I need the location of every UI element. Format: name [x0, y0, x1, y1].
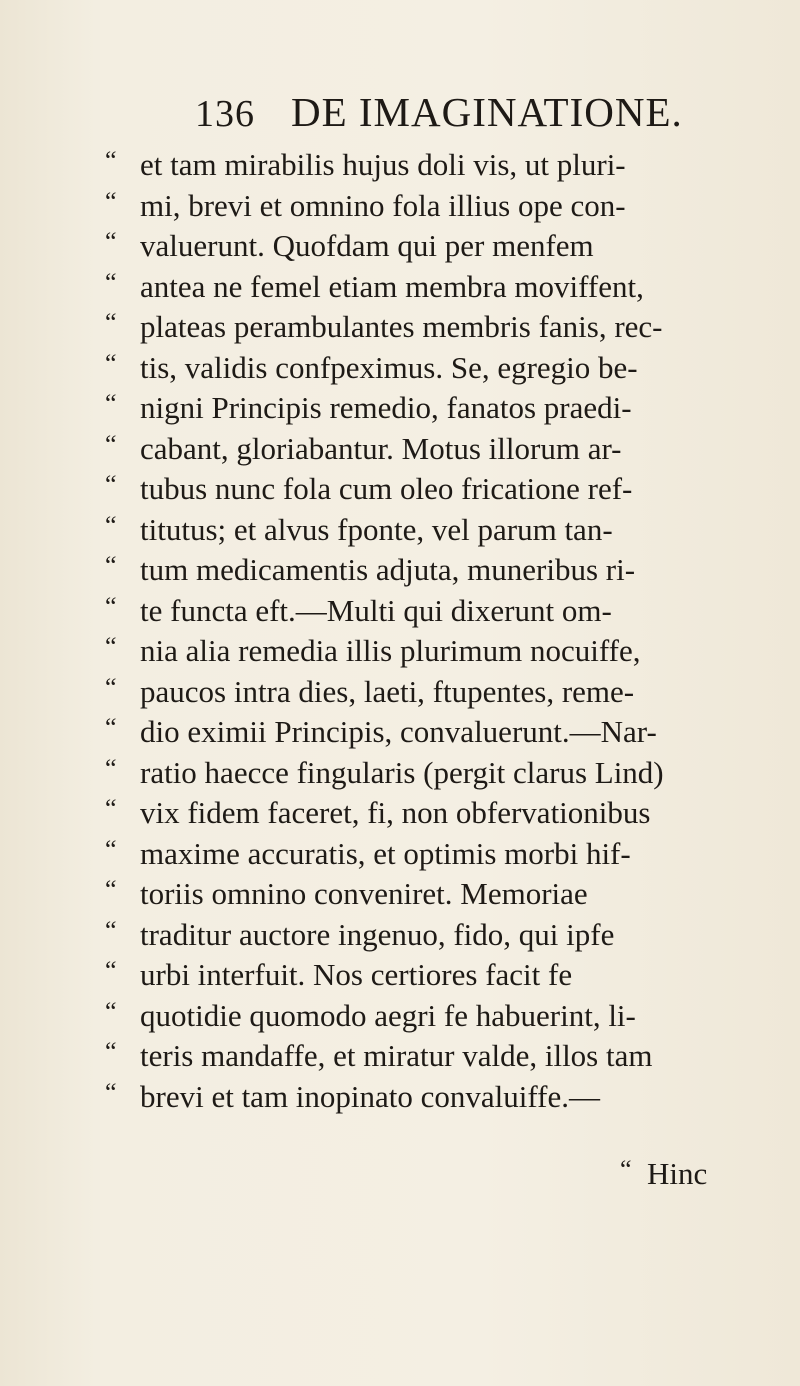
- text-line: [105, 388, 755, 429]
- text-line: [105, 429, 755, 470]
- quote-mark: “: [105, 510, 117, 540]
- text-line: [105, 145, 755, 186]
- line-text: cabant, gloriabantur. Motus illorum ar-: [140, 430, 622, 466]
- line-text: tum medicamentis adjuta, muneribus ri-: [140, 552, 636, 587]
- quote-mark: “: [620, 1155, 632, 1184]
- quote-mark: “: [105, 834, 117, 864]
- text-line: [105, 793, 755, 834]
- text-line: [105, 267, 755, 308]
- running-head: DE IMAGINATIONE.: [291, 89, 683, 135]
- quote-mark: “: [105, 308, 117, 337]
- text-line: [105, 631, 755, 672]
- quote-mark: “: [105, 551, 117, 580]
- line-text: te functa eft.—Multi qui dixerunt om-: [140, 592, 612, 628]
- text-line: [105, 955, 755, 996]
- line-text: paucos intra dies, laeti, ftupentes, reme-: [140, 673, 635, 709]
- text-line: [105, 226, 755, 267]
- text-line: [105, 307, 755, 348]
- quote-mark: “: [105, 389, 117, 418]
- quote-mark: “: [105, 713, 117, 742]
- text-line: [105, 712, 755, 753]
- line-text: dio eximii Principis, convaluerunt.—Nar-: [140, 714, 657, 749]
- catchword-text: Hinc: [647, 1156, 708, 1191]
- text-line: [105, 186, 755, 227]
- line-text: quotidie quomodo aegri fe habuerint, li-: [140, 997, 636, 1033]
- line-text: urbi interfuit. Nos certiores facit fe: [140, 957, 573, 992]
- quote-mark: “: [105, 470, 117, 499]
- line-text: vix fidem faceret, fi, non obfervationibus: [140, 795, 651, 830]
- line-text: teris mandaffe, et miratur valde, illos tam: [140, 1038, 653, 1073]
- text-line: [105, 874, 755, 915]
- body-text: [105, 145, 755, 1117]
- line-text: tis, validis confpeximus. Se, egregio be-: [140, 349, 638, 385]
- catchword: [620, 1154, 707, 1194]
- quote-mark: “: [105, 591, 117, 621]
- line-text: valuerunt. Quofdam qui per menfem: [140, 228, 594, 263]
- line-text: tubus nunc fola cum oleo fricatione ref-: [140, 471, 633, 506]
- quote-mark: “: [105, 227, 117, 256]
- text-line: [105, 469, 755, 510]
- quote-mark: “: [105, 1077, 117, 1107]
- line-text: maxime accuratis, et optimis morbi hif-: [140, 835, 631, 871]
- line-text: antea ne femel etiam membra moviffent,: [140, 268, 644, 304]
- text-line: [105, 753, 755, 794]
- text-line: [105, 510, 755, 551]
- quote-mark: “: [105, 348, 117, 378]
- line-text: brevi et tam inopinato convaluiffe.—: [140, 1078, 600, 1114]
- quote-mark: “: [105, 996, 117, 1026]
- line-text: et tam mirabilis hujus doli vis, ut pluri-: [140, 147, 626, 182]
- text-line: [105, 348, 755, 389]
- page-number: 136: [195, 93, 255, 135]
- text-line: [105, 1036, 755, 1077]
- text-line: [105, 915, 755, 956]
- line-text: titutus; et alvus fponte, vel parum tan-: [140, 511, 613, 547]
- quote-mark: “: [105, 956, 117, 985]
- line-text: nia alia remedia illis plurimum nocuiffe,: [140, 633, 641, 668]
- line-text: mi, brevi et omnino fola illius ope con-: [140, 187, 626, 223]
- quote-mark: “: [105, 753, 117, 783]
- line-text: ratio haecce fingularis (pergit clarus Lind): [140, 754, 664, 790]
- text-line: [105, 1077, 755, 1118]
- text-line: [105, 834, 755, 875]
- text-line: [105, 672, 755, 713]
- text-line: [105, 591, 755, 632]
- quote-mark: “: [105, 672, 117, 702]
- quote-mark: “: [105, 915, 117, 945]
- page-header: [195, 88, 683, 138]
- quote-mark: “: [105, 632, 117, 661]
- quote-mark: “: [105, 267, 117, 297]
- quote-mark: “: [105, 146, 117, 175]
- line-text: nigni Principis remedio, fanatos praedi-: [140, 390, 632, 425]
- quote-mark: “: [105, 794, 117, 823]
- line-text: toriis omnino conveniret. Memoriae: [140, 876, 588, 911]
- quote-mark: “: [105, 875, 117, 904]
- line-text: traditur auctore ingenuo, fido, qui ipfe: [140, 916, 615, 952]
- text-line: [105, 550, 755, 591]
- quote-mark: “: [105, 1037, 117, 1066]
- line-text: plateas perambulantes membris fanis, rec-: [140, 309, 663, 344]
- text-line: [105, 996, 755, 1037]
- quote-mark: “: [105, 186, 117, 216]
- quote-mark: “: [105, 429, 117, 459]
